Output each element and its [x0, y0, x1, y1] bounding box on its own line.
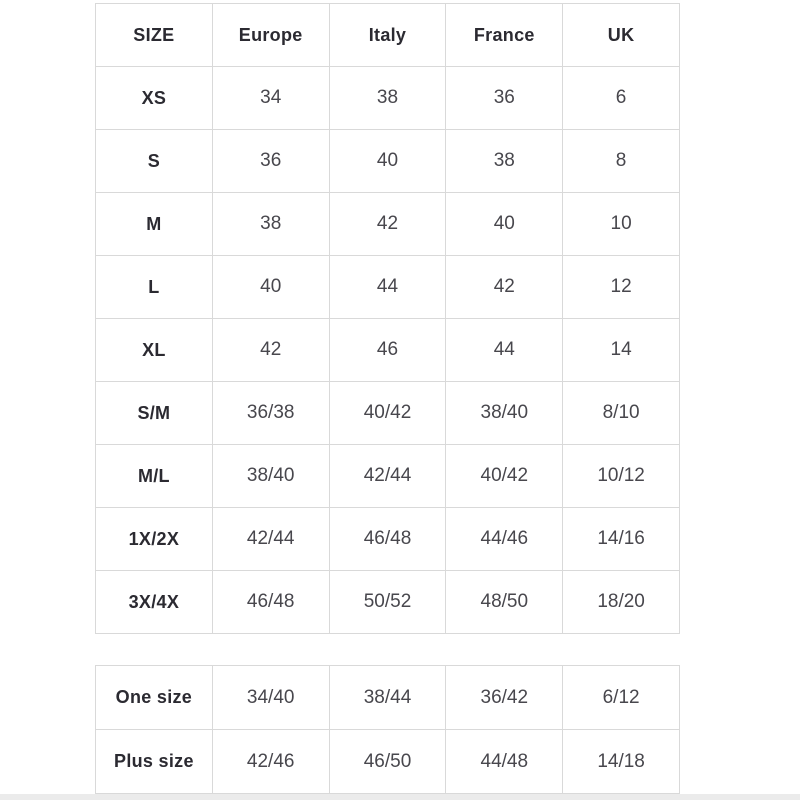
table-cell: 14/18 [563, 730, 680, 794]
table-row-xs [96, 67, 680, 130]
size-label-cell: M/L [96, 445, 213, 508]
table-cell: 38/40 [446, 382, 563, 445]
table-cell: 6/12 [563, 666, 680, 730]
table-cell: 40/42 [329, 382, 446, 445]
table-cell: 44/48 [446, 730, 563, 794]
size-label-cell: L [96, 256, 213, 319]
size-label-cell: Plus size [96, 730, 213, 794]
one-size-plus-size-table [95, 665, 680, 794]
size-label-cell: M [96, 193, 213, 256]
table-row-s [96, 130, 680, 193]
page-bottom-edge [0, 794, 800, 800]
table-row-l [96, 256, 680, 319]
table-cell: 44 [446, 319, 563, 382]
table-cell: 42/44 [329, 445, 446, 508]
table-cell: 46/48 [212, 571, 329, 634]
table-cell: 36/38 [212, 382, 329, 445]
table-cell: 42 [329, 193, 446, 256]
size-label-cell: S/M [96, 382, 213, 445]
table-cell: 12 [563, 256, 680, 319]
table-cell: 10/12 [563, 445, 680, 508]
table-cell: 44/46 [446, 508, 563, 571]
table-cell: 36 [446, 67, 563, 130]
table-cell: 42/44 [212, 508, 329, 571]
table-cell: 14/16 [563, 508, 680, 571]
table-cell: 36/42 [446, 666, 563, 730]
table-cell: 40 [329, 130, 446, 193]
table-cell: 38 [446, 130, 563, 193]
table-row-3x4x [96, 571, 680, 634]
table-cell: 38 [329, 67, 446, 130]
table-cell: 46/50 [329, 730, 446, 794]
table-cell: 6 [563, 67, 680, 130]
table-cell: 34 [212, 67, 329, 130]
size-label-cell: XS [96, 67, 213, 130]
size-label-cell: S [96, 130, 213, 193]
table-cell: 34/40 [212, 666, 329, 730]
table-row-one-size [96, 666, 680, 730]
table-cell: 40/42 [446, 445, 563, 508]
table-cell: 14 [563, 319, 680, 382]
size-label-cell: 1X/2X [96, 508, 213, 571]
size-conversion-table [95, 3, 680, 634]
table-cell: 36 [212, 130, 329, 193]
table-cell: 40 [446, 193, 563, 256]
table-cell: 42 [212, 319, 329, 382]
table-row-ml [96, 445, 680, 508]
table-cell: 40 [212, 256, 329, 319]
table-cell: 42/46 [212, 730, 329, 794]
column-header-size: SIZE [96, 4, 213, 67]
table-cell: 46/48 [329, 508, 446, 571]
table-row-xl [96, 319, 680, 382]
table-row-1x2x [96, 508, 680, 571]
size-label-cell: 3X/4X [96, 571, 213, 634]
table-cell: 38/40 [212, 445, 329, 508]
table-row-plus-size [96, 730, 680, 794]
column-header-italy: Italy [329, 4, 446, 67]
table-cell: 50/52 [329, 571, 446, 634]
column-header-europe: Europe [212, 4, 329, 67]
table-cell: 8/10 [563, 382, 680, 445]
table-row-sm [96, 382, 680, 445]
column-header-france: France [446, 4, 563, 67]
table-cell: 38/44 [329, 666, 446, 730]
table-cell: 38 [212, 193, 329, 256]
table-row-m [96, 193, 680, 256]
table-cell: 42 [446, 256, 563, 319]
table-cell: 8 [563, 130, 680, 193]
table-cell: 18/20 [563, 571, 680, 634]
column-header-uk: UK [563, 4, 680, 67]
table-cell: 44 [329, 256, 446, 319]
table-cell: 10 [563, 193, 680, 256]
table-cell: 48/50 [446, 571, 563, 634]
size-label-cell: XL [96, 319, 213, 382]
header-row [96, 4, 680, 67]
size-table-header [96, 4, 680, 67]
size-label-cell: One size [96, 666, 213, 730]
table-cell: 46 [329, 319, 446, 382]
